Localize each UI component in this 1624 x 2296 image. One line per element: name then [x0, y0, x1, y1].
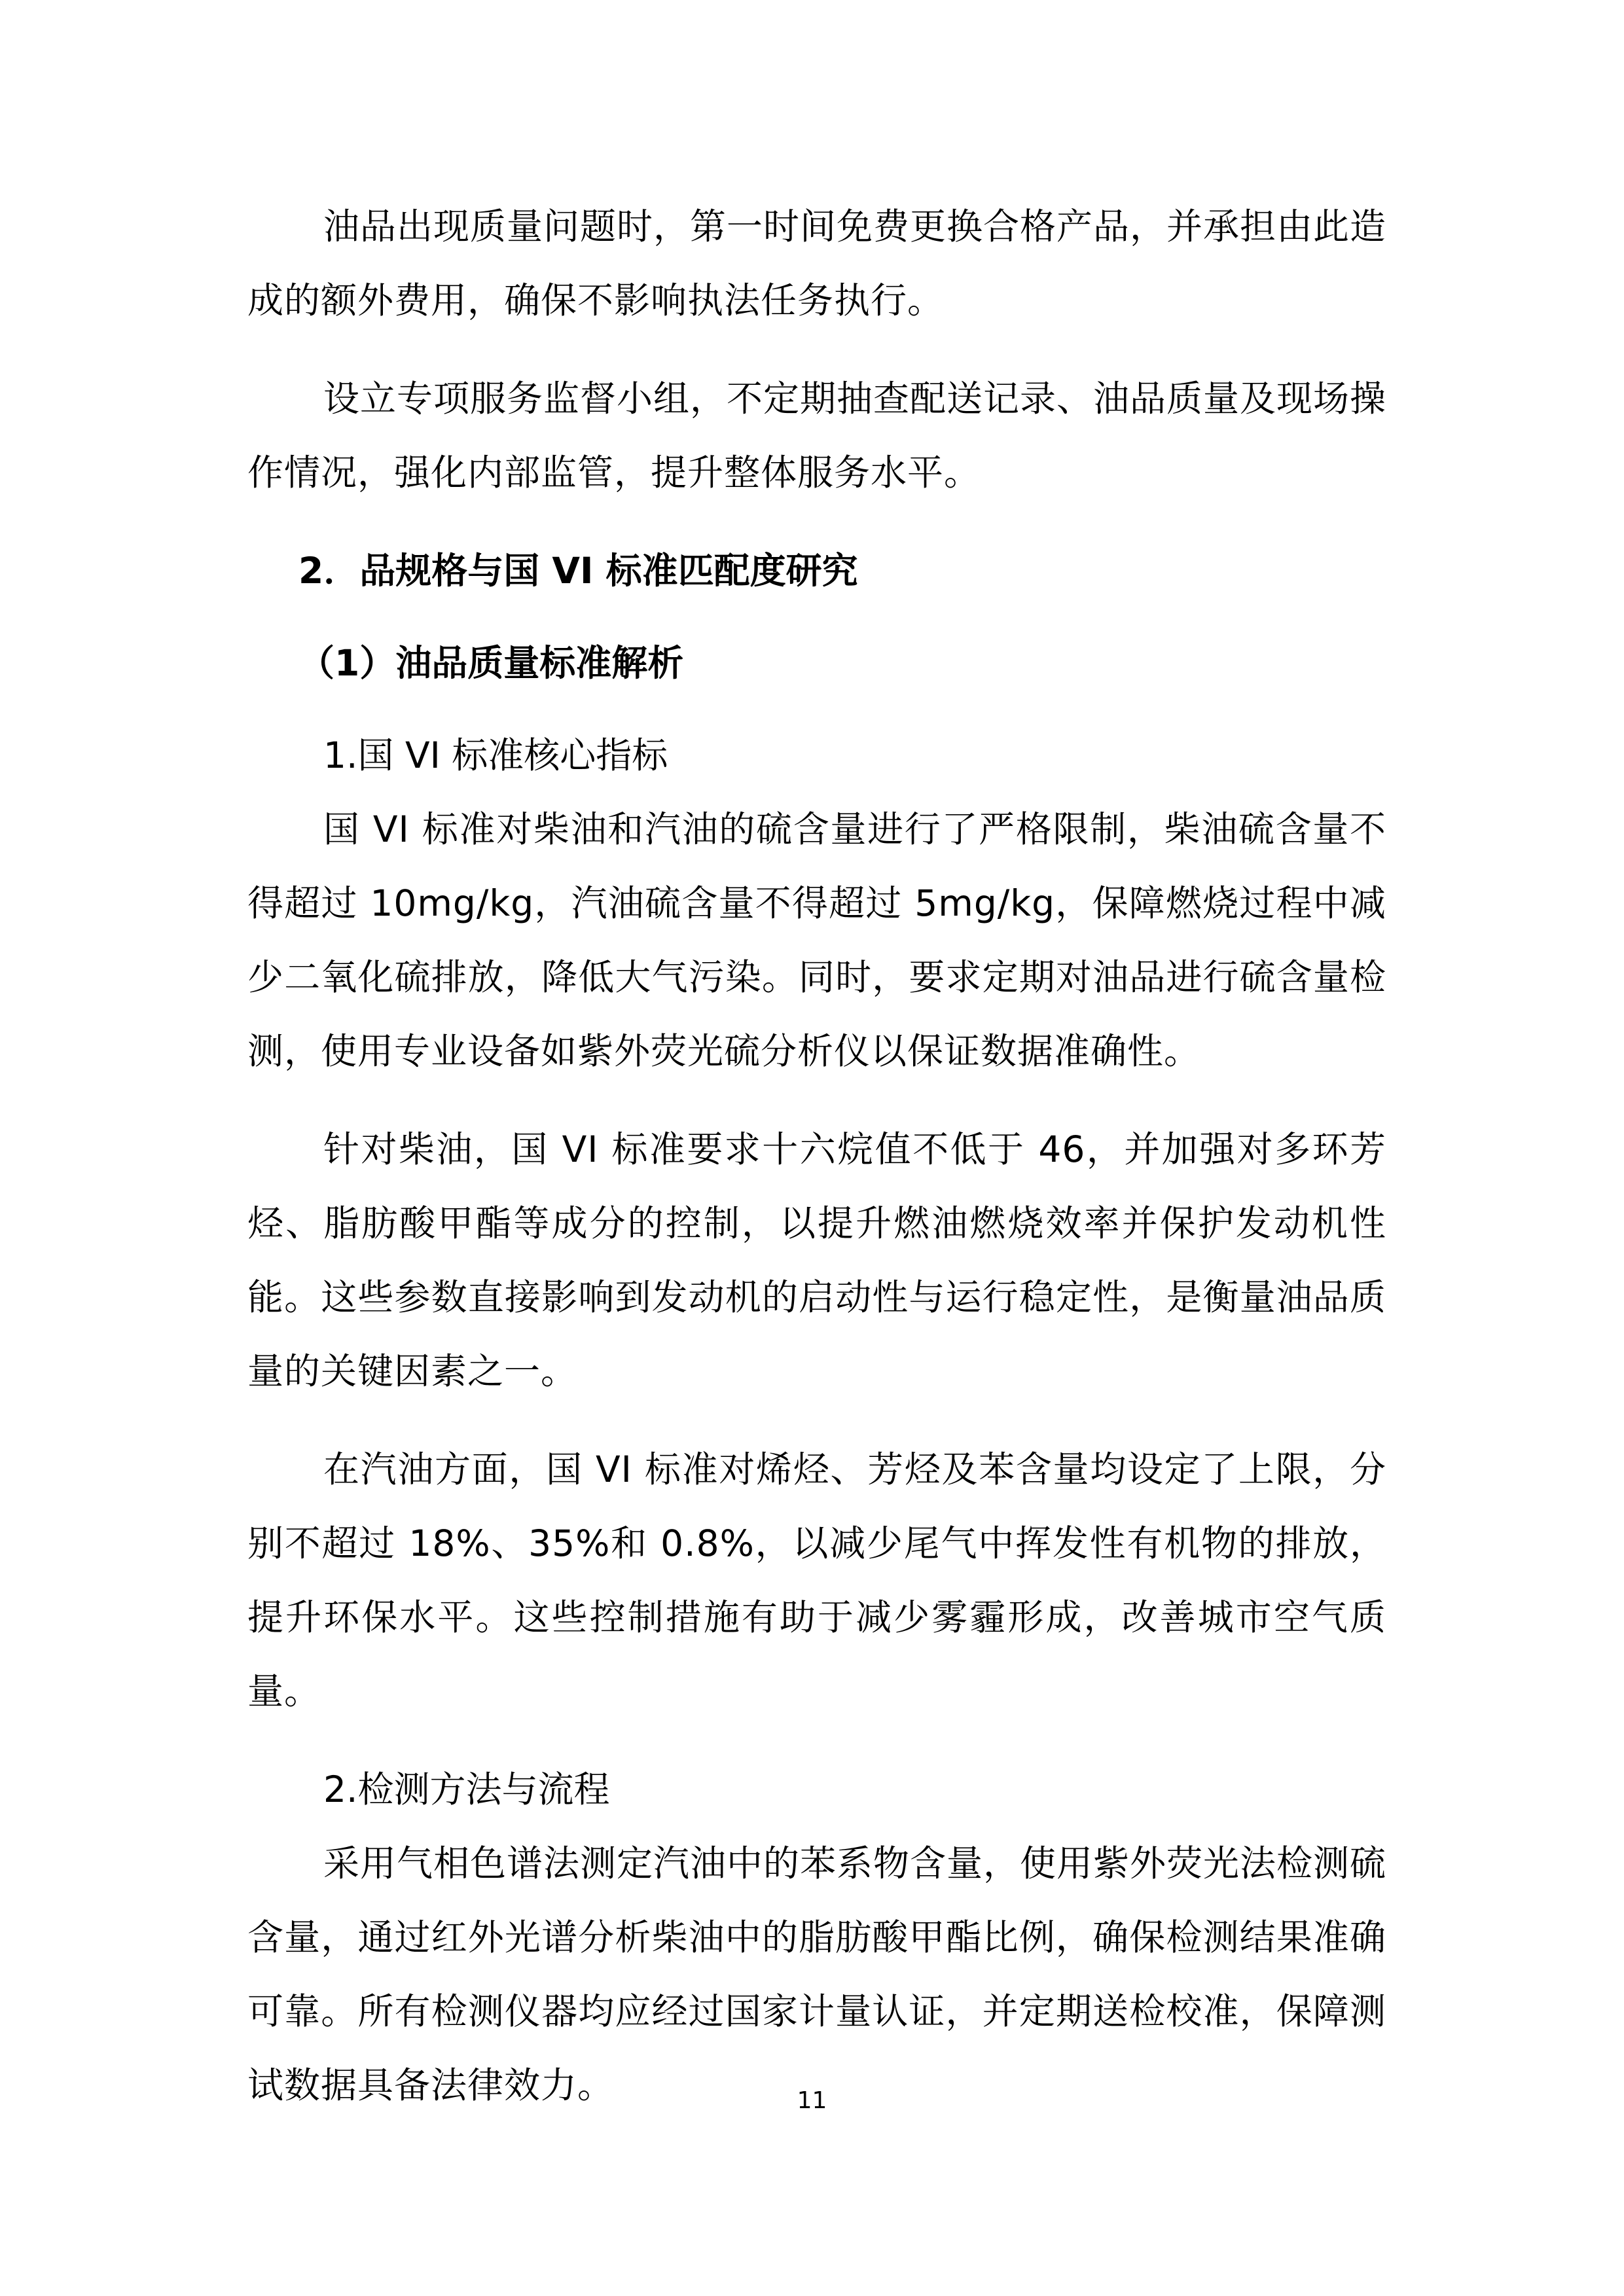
item-title-core-indicators: 1.国 VI 标准核心指标	[323, 734, 668, 776]
paragraph-supervision-group: 设立专项服务监督小组，不定期抽查配送记录、油品质量及现场操作情况，强化内部监管，提升整体服务水平。	[247, 378, 1387, 493]
section-heading: 2．品规格与国 VI 标准匹配度研究	[298, 550, 858, 592]
page-body	[247, 190, 1386, 2147]
paragraph-sulfur-content: 国 VI 标准对柴油和汽油的硫含量进行了严格限制，柴油硫含量不得超过 10mg/kg，汽油硫含量不得超过 5mg/kg，保障燃烧过程中减少二氧化硫排放，降低大气污染。同时，要求定期对油品进行硫含量检测，使用专业设备如紫外荧光硫分析仪以保证数据准确性。	[247, 808, 1386, 1072]
subsection-heading: （1）油品质量标准解析	[298, 642, 684, 684]
paragraph-test-procedures: 采用气相色谱法测定汽油中的苯系物含量，使用紫外荧光法检测硫含量，通过红外光谱分析柴油中的脂肪酸甲酯比例，确保检测结果准确可靠。所有检测仪器均应经过国家计量认证，并定期送检校准，保障测试数据具备法律效力。	[247, 1842, 1387, 2106]
paragraph-diesel-cetane: 针对柴油，国 VI 标准要求十六烷值不低于 46，并加强对多环芳烃、脂肪酸甲酯等成分的控制，以提升燃油燃烧效率并保护发动机性能。这些参数直接影响到发动机的启动性与运行稳定性，是衡量油品质量的关键因素之一。	[247, 1128, 1386, 1392]
paragraph-gasoline-limits: 在汽油方面，国 VI 标准对烯烃、芳烃及苯含量均设定了上限，分别不超过 18%、35%和 0.8%，以减少尾气中挥发性有机物的排放，提升环保水平。这些控制措施有助于减少雾霾形成，改善城市空气质量。	[247, 1448, 1386, 1712]
page-number: 11	[797, 2087, 827, 2114]
item-title-test-methods: 2.检测方法与流程	[323, 1768, 610, 1810]
paragraph-quality-replacement: 油品出现质量问题时，第一时间免费更换合格产品，并承担由此造成的额外费用，确保不影响执法任务执行。	[247, 206, 1387, 321]
